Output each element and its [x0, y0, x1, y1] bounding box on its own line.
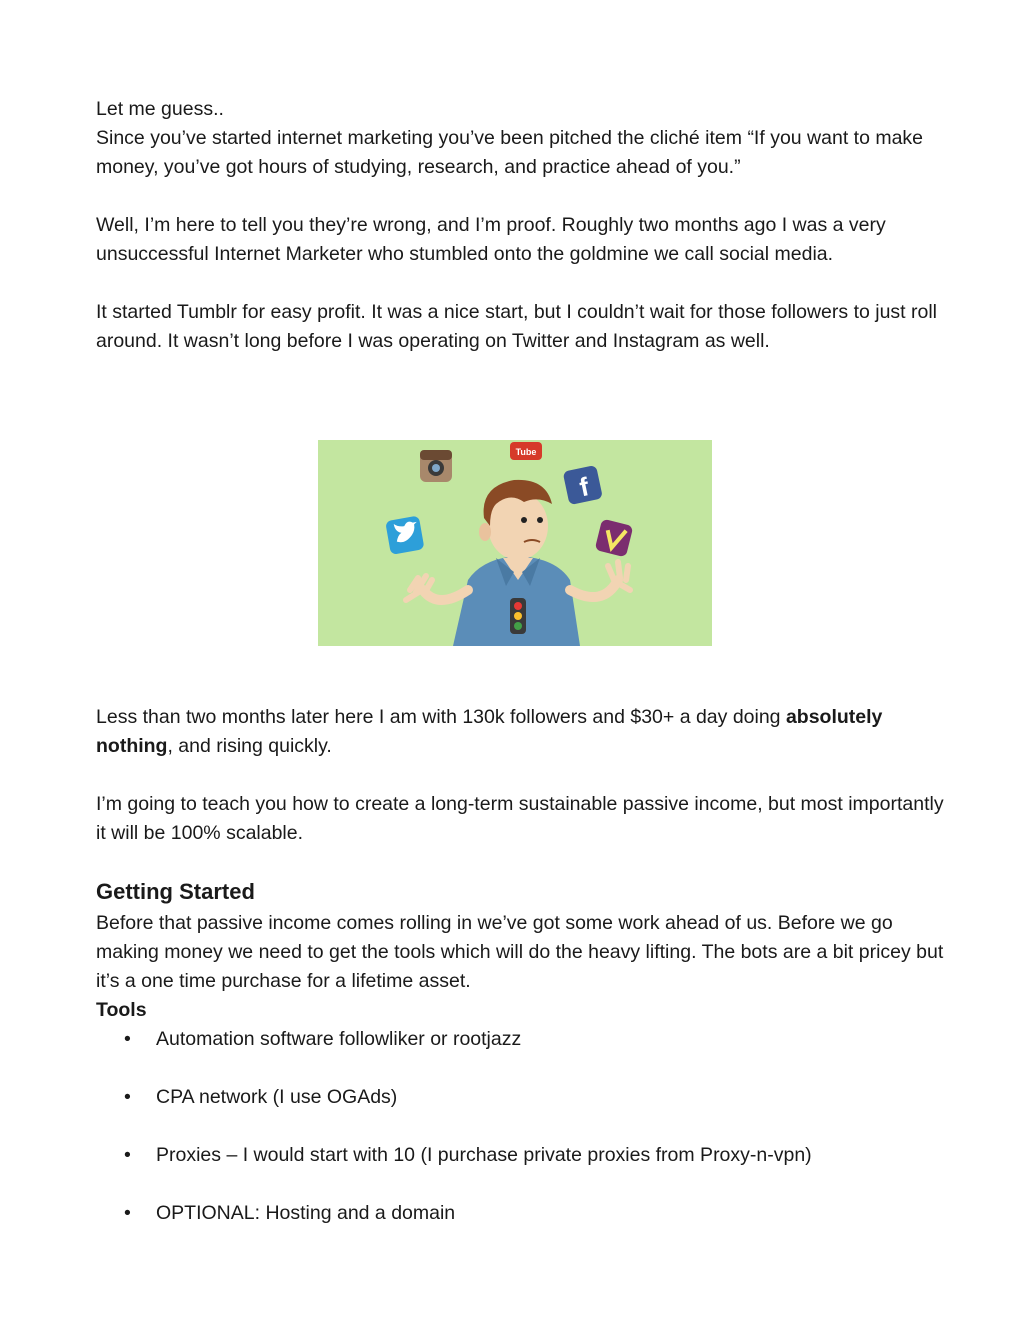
social-media-juggler-illustration: [318, 440, 712, 646]
traffic-light-green: [514, 622, 522, 630]
teach-paragraph: I’m going to teach you how to create a long-term sustainable passive income, but most importantly it will be 100% scalable.: [96, 793, 944, 844]
intro-section: [96, 95, 946, 356]
tools-list: [96, 1025, 946, 1228]
proof-paragraph: Well, I’m here to tell you they’re wrong, and I’m proof. Roughly two months ago I was a very unsuccessful Internet Marketer who stumbled onto the goldmine we call social media.: [96, 214, 886, 265]
bullet-icon: •: [124, 1086, 131, 1108]
traffic-light-red: [514, 602, 522, 610]
eye-right: [537, 517, 543, 523]
twitter-icon: [385, 515, 424, 554]
results-text-end: , and rising quickly.: [167, 735, 332, 757]
tool-text: CPA network (I use OGAds): [156, 1086, 398, 1108]
ear: [479, 523, 491, 541]
results-emphasis: absolutely nothing: [96, 706, 883, 757]
bullet-icon: •: [124, 1202, 131, 1224]
list-item: [96, 1083, 946, 1112]
tool-text: OPTIONAL: Hosting and a domain: [156, 1202, 456, 1224]
getting-started-heading: Getting Started: [96, 879, 255, 904]
bullet-icon: •: [124, 1144, 131, 1166]
list-item: [96, 1025, 946, 1054]
results-paragraph: [96, 703, 946, 761]
instagram-icon: [420, 450, 452, 482]
intro-paragraph: Since you’ve started internet marketing you’ve been pitched the cliché item “If you want to make money, you’ve got hours of studying, research, and practice ahead of you.”: [96, 127, 924, 178]
youtube-icon: [510, 442, 542, 460]
youtube-label: Tube: [515, 447, 537, 457]
tumblr-paragraph: It started Tumblr for easy profit. It was a nice start, but I couldn’t wait for those followers to just roll around. It wasn’t long before I was operating on Twitter and Instagram as well.: [96, 301, 938, 352]
facebook-icon: [563, 465, 603, 505]
list-item: [96, 1199, 946, 1228]
svg-text:f: f: [576, 471, 592, 503]
getting-started-paragraph: Before that passive income comes rolling in we’ve got some work ahead of us. Before we go making money we need to get the tools which will do the heavy lifting. The bots are a bit pricey but it’s a one time purchase for a lifetime asset.: [96, 912, 944, 992]
results-text-start: Less than two months later here I am with 130k followers and $30+ a day doing: [96, 706, 786, 728]
tools-heading: Tools: [96, 999, 147, 1021]
list-item: [96, 1141, 946, 1170]
tool-text: Proxies – I would start with 10 (I purchase private proxies from Proxy-n-vpn): [156, 1144, 812, 1166]
bullet-icon: •: [124, 1028, 131, 1050]
tool-text: Automation software followliker or rootjazz: [156, 1028, 522, 1050]
intro-line: Let me guess..: [96, 98, 224, 120]
juggler-svg: [318, 440, 712, 646]
results-section: [96, 703, 946, 1257]
eye-left: [521, 517, 527, 523]
traffic-light-yellow: [514, 612, 522, 620]
